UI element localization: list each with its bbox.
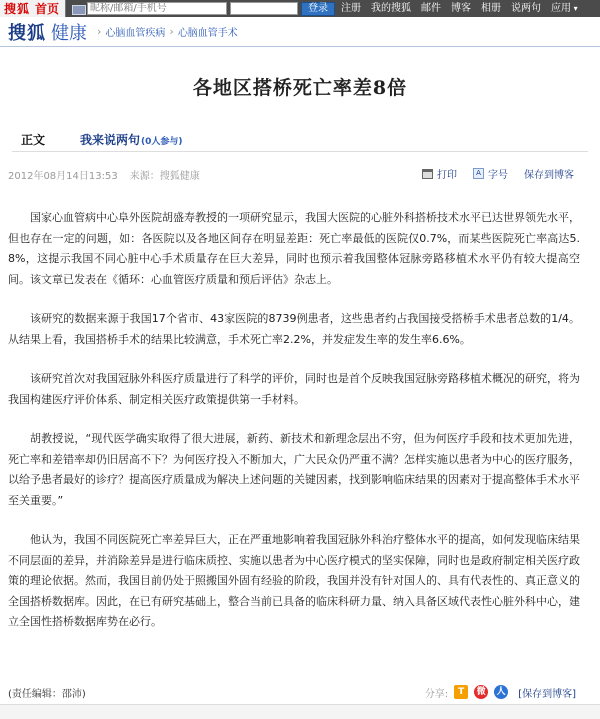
article-paragraph: 胡教授说，“现代医学确实取得了很大进展，新药、新技术和新理念层出不穷，但为何医疗手段和技术更加先进，死亡率和差错率却仍旧居高不下？为何医疗投入不断加大，广大民众仍严重不满？怎样实施以患者为中心的医疗服务，以给予患者最好的诊疗？提高医疗质量成为解决上述问题的关键因素，找到影响临床结果的因素对于提高整体手术水平至关重要。” [8,432,580,507]
printer-icon [422,169,433,179]
article-source: 来源：搜狐健康 [129,170,200,182]
breadcrumb-separator-icon: › [169,25,174,38]
font-size-icon: A [473,168,484,179]
article-title: 各地区搭桥死亡率差8倍 [192,77,408,99]
top-navigation-bar [0,0,600,17]
login-username-input[interactable] [87,2,227,15]
comment-count[interactable]: (0人参与) [141,136,183,147]
channel-name[interactable]: 健康 [51,22,87,44]
share-label: 分享: [424,688,449,700]
channel-logo[interactable]: 搜狐 [8,22,46,44]
login-button[interactable]: 登录 [301,2,335,16]
sohu-brand[interactable] [0,0,66,17]
save-to-blog-button[interactable]: 保存到博客 [524,170,574,181]
home-link[interactable]: 首页 [35,2,60,16]
article-paragraph: 该研究的数据来源于我国17个省市、43家医院的8739例患者，这些患者约占我国接受搭桥手术患者总数的1/4。从结果上看，我国搭桥手术的结果比较满意，手术死亡率2.2%，并发症发生率的发生率6.6%。 [8,312,580,346]
article-tools [406,166,574,181]
register-link[interactable]: 注册 [341,3,362,14]
comments-link[interactable]: 说两句 [511,3,542,14]
breadcrumb-separator-icon: › [97,25,102,38]
tab-body[interactable]: 正文 [21,132,46,147]
horizontal-scrollbar[interactable] [0,704,600,719]
my-sohu-link[interactable]: 我的搜狐 [371,3,412,14]
article-paragraph: 国家心血管病中心阜外医院胡盛寿教授的一项研究显示，我国大医院的心脏外科搭桥技术水平已达世界领先水平，但也存在一定的问题，如：各医院以及各地区间存在明显差距：死亡率最低的医院仅0.7%，而某些医院死亡率高达5.8%，这提示我国不同心脏中心手术质量存在巨大差异，同时也预示着我国整体冠脉旁路移植术水平仍有较大提高空间。该文章已发表在《循环：心血管医疗质量和预后评估》杂志上。 [8,211,580,286]
breadcrumb-item[interactable]: 心脑血管手术 [177,28,238,39]
breadcrumb [93,24,238,39]
breadcrumb-item[interactable]: 心脑血管疾病 [105,28,166,39]
responsible-editor: (责任编辑：邵沛) [8,688,86,700]
blog-link[interactable]: 博客 [451,3,472,14]
share-tencent-icon[interactable]: T [454,685,468,699]
article-paragraph: 该研究首次对我国冠脉外科医疗质量进行了科学的评价，同时也是首个反映我国冠脉旁路移植术概况的研究，将为我国构建医疗评价体系、制定相关医疗政策提供第一手材料。 [8,372,580,406]
apps-dropdown[interactable]: 应用 ▾ [551,0,578,17]
share-weibo-icon[interactable]: 微 [474,685,488,699]
share-save-to-blog-link[interactable]: [保存到博客] [518,688,576,700]
print-button[interactable] [422,166,457,181]
tab-comment-label[interactable]: 我来说两句 [80,132,141,147]
article-paragraph: 他认为，我国不同医院死亡率差异巨大，正在严重地影响着我国冠脉外科治疗整体水平的提高，如何发现临床结果不同层面的差异，并消除差异是进行临床质控、实施以患者为中心医疗模式的坚实保障，同时也是政府制定相关医疗政策的理论依据。然而，我国目前仍处于照搬国外固有经验的阶段，我国并没有针对国人的、具有代表性的、真正意义的全国搭桥数据库。因此，在已有研究基础上，整合当前已具备的临床科研力量、纳入具备区域代表性心脏外科中心，建立全国性搭桥数据库势在必行。 [8,533,580,628]
font-size-button[interactable] [473,166,508,181]
mail-link[interactable]: 邮件 [421,3,442,14]
share-bar [425,682,576,702]
login-password-input[interactable] [230,2,298,15]
article-meta [0,166,600,182]
channel-header [0,17,600,47]
publish-date: 2012年08月14日13:53 [8,170,118,182]
font-size-label[interactable]: 字号 [488,170,508,181]
album-link[interactable]: 相册 [481,3,502,14]
article-body [8,208,580,652]
print-label[interactable]: 打印 [437,170,457,181]
article-footer [0,682,600,702]
mail-icon [72,3,84,15]
share-renren-icon[interactable]: 人 [494,685,508,699]
tab-comment[interactable] [80,131,183,148]
top-links [341,0,588,17]
article-tabs [0,126,600,152]
sohu-logo[interactable]: 搜狐 [4,2,31,16]
divider [12,151,588,152]
